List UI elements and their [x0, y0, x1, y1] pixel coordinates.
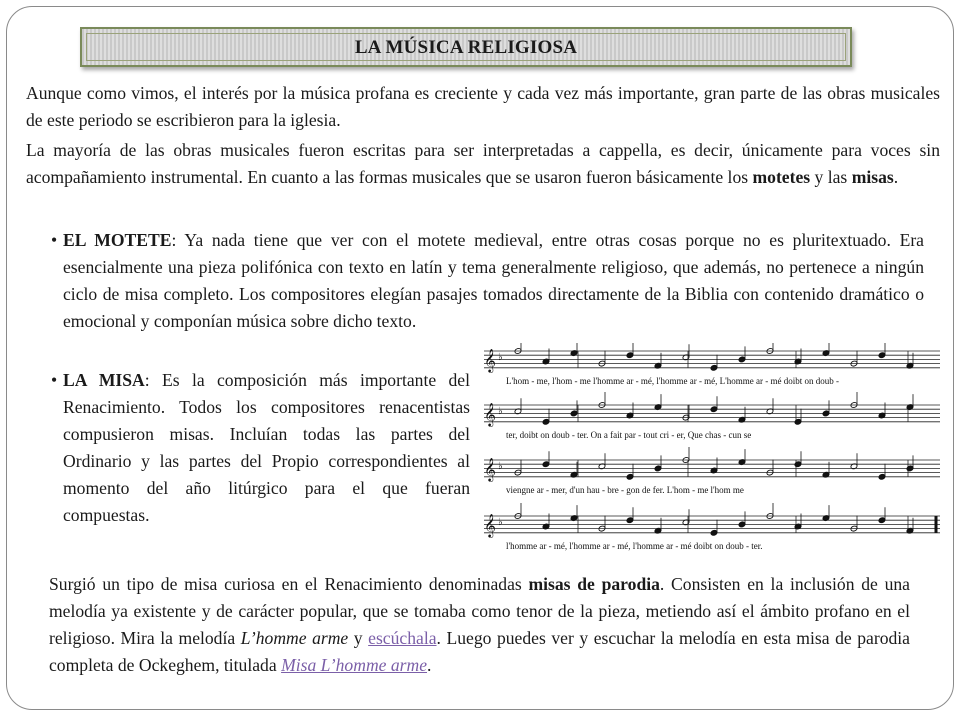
- intro-paragraph-1: Aunque como vimos, el interés por la música profana es creciente y cada vez más importante, gran parte de las obras musicales de este periodo se escribieron para la iglesia.: [26, 83, 940, 130]
- bullet-dot: •: [51, 230, 58, 250]
- score-lyric-line: l'homme ar - mé, l'homme ar - mé, l'homme ar - mé doibt on doub - ter.: [506, 540, 763, 551]
- parodia-t2: . Consisten en la inclusión de una melodía ya existente y de carácter popular, que se tomaba como tenor de la pieza, metiendo así el ámbito profano en el religioso. Mira la melodía: [49, 574, 910, 648]
- flat-sign-icon: ♭: [498, 517, 503, 528]
- lhomme-arme-score-image: [478, 343, 942, 563]
- misa-text: : Es la composición más importante del Renacimiento. Todos los compositores renacentistas compusieron misas. Incluían todas las partes del Ordinario y las partes del Propio correspondientes al momento del año litúrgico para el que fueran compuestas.: [63, 370, 471, 525]
- term-misas-de-parodia: misas de parodia: [528, 574, 660, 594]
- melody-name: L’homme arme: [240, 628, 349, 648]
- escuchala-link[interactable]: escúchala: [368, 628, 437, 648]
- treble-clef-icon: 𝄞: [484, 348, 496, 372]
- flat-sign-icon: ♭: [498, 461, 503, 472]
- score-lyric-line: viengne ar - mer, d'un hau - bre - gon de fer. L'hom - me l'hom me: [506, 484, 744, 495]
- motete-heading: EL MOTETE: [63, 230, 172, 250]
- parodia-t3: y: [348, 628, 369, 648]
- misa-heading: LA MISA: [63, 370, 145, 390]
- misa-bullet-item: [51, 367, 471, 529]
- page-title: LA MÚSICA RELIGIOSA: [354, 37, 578, 58]
- parodia-paragraph: [49, 571, 910, 679]
- parodia-t1: Surgió un tipo de misa curiosa en el Renacimiento denominadas: [49, 574, 529, 594]
- term-motetes: motetes: [752, 167, 811, 187]
- term-misas: misas: [851, 167, 894, 187]
- intro-p2-end: .: [893, 167, 899, 187]
- intro-p2-start: La mayoría de las obras musicales fueron escritas para ser interpretadas a cappella, es decir, únicamente para voces sin acompañamiento instrumental. En cuanto a las formas musicales que se usaron fueron básicamente los: [26, 140, 940, 187]
- title-banner: [80, 27, 852, 67]
- parodia-t5: .: [427, 655, 432, 675]
- treble-clef-icon: 𝄞: [484, 513, 496, 537]
- treble-clef-icon: 𝄞: [484, 457, 496, 481]
- parodia-t4: . Luego puedes ver y escuchar la melodía en esta misa de parodia completa de Ockeghem, titulada: [49, 628, 910, 675]
- motete-text: : Ya nada tiene que ver con el motete medieval, entre otras cosas porque no es pluritextuado. Era esencialmente una pieza polifónica con texto en latín y tema generalmente religioso, que además, no pertenece a ningún ciclo de misa completo. Los compositores elegían pasajes tomados directamente de la Biblia con contenido dramático o emocional y componían música sobre dicho texto.: [63, 230, 924, 331]
- motete-bullet-item: [51, 227, 924, 335]
- misa-lhomme-arme-link[interactable]: Misa L’homme arme: [281, 655, 428, 675]
- score-lyric-line: ter, doibt on doub - ter. On a fait par - tout cri - er, Que chas - cun se: [506, 429, 752, 440]
- bullet-dot: •: [51, 370, 58, 390]
- score-lyric-line: L'hom - me, l'hom - me l'homme ar - mé, l'homme ar - mé, L'homme ar - mé doibt on doub -: [506, 375, 840, 386]
- flat-sign-icon: ♭: [498, 352, 503, 363]
- flat-sign-icon: ♭: [498, 406, 503, 417]
- intro-p2-mid: y las: [810, 167, 852, 187]
- treble-clef-icon: 𝄞: [484, 402, 496, 426]
- intro-paragraph-2: [26, 137, 940, 191]
